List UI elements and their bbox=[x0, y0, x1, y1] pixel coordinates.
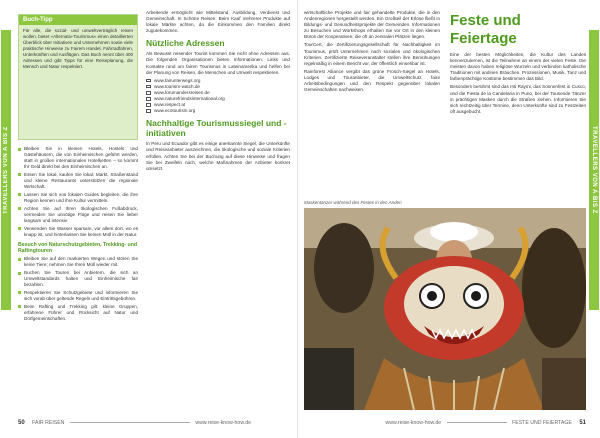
bullet-list-bottom bbox=[18, 256, 138, 322]
left-column-2 bbox=[146, 10, 290, 174]
photo-caption: Maskentänzer während des Festes in den Anden bbox=[304, 200, 402, 205]
right-page bbox=[304, 0, 586, 438]
page-gutter bbox=[297, 0, 298, 438]
right-footer-url: www.reise-know-how.de bbox=[385, 420, 442, 426]
left-side-tab-label: TRAVELLERS VON A BIS Z bbox=[3, 126, 9, 214]
seals-text: In Peru und Ecuador gibt es einige anerkannte Siegel, die Unterkünfte und Reiseanbieter auszeichnen, die ökologische und soziale Kriterien erfüllen. Achten Sie bei der Buchung auf diese Hinweise und fragen Sie bei Zweifeln nach, welche Maßnahmen der Anbieter konkret umsetzt. bbox=[146, 141, 290, 171]
right-side-tab bbox=[588, 0, 600, 438]
list-item: Beim Rafting und Trekking gilt: kleine Gruppen, erfahrene Führer und Rücksicht auf Natur und Dorfgemeinschaften. bbox=[18, 304, 138, 322]
left-footer bbox=[18, 420, 290, 434]
left-page bbox=[14, 0, 294, 438]
list-item: Bleiben Sie auf den markierten Wegen und stören Sie keine Tiere; nehmen Sie Ihren Müll wieder mit. bbox=[18, 256, 138, 268]
tip-box-text: Für alle, die sozial- und umweltverträglich reisen wollen, bietet »Alternativ-Tourismus« einen detaillierten Überblick über Initiativen und Unternehmen sowie viele praktische Hinweise zu Fairem Handel, Fahrradfahren, Unterkünften und Ausflügen. Das Buch nennt über 400 Adressen und gibt Tipps für eine Reiseplanung, die Mensch und Natur respektiert. bbox=[23, 28, 133, 69]
right-col1-text3: Rainforest Alliance vergibt das grüne Frosch-Siegel an Hotels, Lodges und Touranbieter, die Umweltschutz, faire Arbeitsbedingungen und den Respekt gegenüber lokalen Gemeinschaften nachweisen. bbox=[304, 68, 440, 93]
list-item: Bleiben Sie in kleinen Hotels, Hostels und Gästehäusern, die von Einheimischen geführt werden, statt in großen internationalen Hotelketten – so kommt Ihr Geld direkt bei den Einheimischen an. bbox=[18, 146, 138, 170]
addresses-text: Als Bewusst reisender Tourist kommen Sie nicht ohne Adressen aus. Die folgenden Organisationen bieten Informationen, Links und Kontakte rund um fairen Tourismus in Lateinamerika und helfen bei der Planung von Reisen, die Menschen und Umwelt respektieren. bbox=[146, 51, 290, 75]
left-side-tab bbox=[0, 0, 12, 438]
right-footer bbox=[304, 420, 586, 434]
list-item: Respektieren Sie Schutzgebiete und informieren Sie sich vorab über geltende Regeln und Eintrittsgebühren. bbox=[18, 290, 138, 302]
list-item: Essen Sie lokal, kaufen Sie lokal: Markt, Straßenstand und kleine Restaurants unterstützen die regionale Wirtschaft. bbox=[18, 172, 138, 190]
address-link[interactable]: www.naturefriendsinternational.org bbox=[146, 96, 290, 102]
list-item: Buchen Sie Touren bei Anbietern, die sich an Umweltstandards halten und Einheimische fair bezahlen. bbox=[18, 270, 138, 288]
right-col1-text: wirtschaftliche Projekte und fair gehandelte Produkte, die in den Andenregionen hergestellt werden. Ein Großteil der Erlöse fließt in Bildungs- und Gesundheitsprojekte der Gemeinden. Informationen zu Besuchen und Workshops erhalten Sie vor Ort in den kleinen Büros der Kooperativen, die oft an zentralen Plätzen liegen. bbox=[304, 10, 440, 40]
address-link[interactable]: www.respect.at bbox=[146, 102, 290, 108]
right-column-1 bbox=[304, 10, 440, 95]
right-running-head: FESTE UND FEIERTAGE bbox=[512, 420, 572, 426]
right-col1-text2: TourCert, die Zertifizierungsgesellschaft für Nachhaltigkeit im Tourismus, prüft Unternehmen nach sozialen und ökologischen Kriterien. Zertifizierte Reiseveranstalter stellen ihre Bemühungen regelmäßig in einem Bericht vor, der öffentlich einsehbar ist. bbox=[304, 42, 440, 66]
address-link[interactable]: www.fairunterwegs.org bbox=[146, 78, 290, 84]
address-link[interactable]: www.ecotourism.org bbox=[146, 108, 290, 114]
address-links bbox=[146, 78, 290, 115]
right-side-tab-label: TRAVELLERS VON A BIS Z bbox=[591, 126, 597, 214]
section-heading-seals: Nachhaltige Tourismussiegel und -initiativen bbox=[146, 118, 287, 139]
tip-box-heading: Buch-Tipp bbox=[19, 15, 137, 25]
festival-mask-dancer-image bbox=[304, 208, 586, 410]
left-running-head: FAIR REISEN bbox=[32, 420, 65, 426]
festivals-text2: Besonders berühmt sind das Inti Raymi, das Sonnenfest in Cusco, und die Fiesta de la Candelaria in Puno, bei der Tausende Tänzer in prächtigen Masken durch die Straßen ziehen. Informieren Sie sich rechtzeitig über Termine, denn Unterkünfte sind zu Festzeiten oft ausgebucht. bbox=[450, 84, 586, 114]
right-column-2 bbox=[450, 10, 586, 117]
list-item: Lassen Sie sich von lokalen Guides begleiten, die ihre Region kennen und ihre Kultur vermitteln. bbox=[18, 192, 138, 204]
festivals-text: Eine der besten Möglichkeiten, die Kultur des Landes kennenzulernen, ist die Teilnahme an einem der vielen Feste. Die meisten davon haben religiöse Wurzeln und verbinden katholische Traditionen mit andinen Bräuchen. Prozessionen, Musik, Tanz und farbenprächtige Kostüme bestimmen das Bild. bbox=[450, 52, 586, 82]
page-title: Feste und Feiertage bbox=[450, 12, 521, 47]
list-item: Verwenden Sie Wasser sparsam, vor allem dort, wo es knapp ist, und hinterlassen Sie keinen Müll in der Natur. bbox=[18, 226, 138, 238]
right-page-number: 51 bbox=[579, 420, 586, 426]
left-footer-url: www.reise-know-how.de bbox=[195, 420, 251, 426]
footer-rule bbox=[447, 422, 507, 423]
left-page-number: 50 bbox=[18, 420, 25, 426]
left-column-1 bbox=[18, 146, 138, 324]
bullet-list-top bbox=[18, 146, 138, 238]
column-intro-text: Arbeitende ermöglicht wie Mittelstand, Ausbildung, Verdienst und Gemeinschaft. In Schöne Reisen: Beim Kauf mehrerer Produkte auf lokale Märkte achten, da die Einkommen den Familien direkt zugutekommen. bbox=[146, 10, 290, 34]
address-link[interactable]: www.forumandersreisen.de bbox=[146, 90, 290, 96]
footer-rule bbox=[70, 422, 190, 423]
section-heading-addresses: Nützliche Adressen bbox=[146, 38, 225, 49]
address-link[interactable]: www.tourism-watch.de bbox=[146, 84, 290, 90]
festival-photo bbox=[304, 208, 586, 410]
section-heading-nature: Besuch von Naturschutzgebieten, Trekking- und Raftingtouren bbox=[18, 241, 138, 254]
list-item: Achten Sie auf Ihren ökologischen Fußabdruck, vermeiden Sie unnötige Flüge und reisen Sie lieber langsam und intensiv. bbox=[18, 206, 138, 224]
tip-box bbox=[18, 14, 138, 140]
